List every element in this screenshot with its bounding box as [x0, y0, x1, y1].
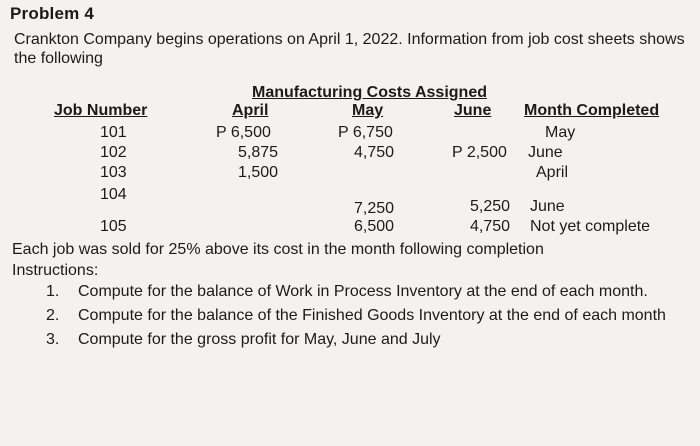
instruction-number: 3.: [46, 331, 60, 348]
may-cost-cell: P 6,750: [338, 124, 393, 141]
may-cost-cell: 7,250: [354, 200, 395, 217]
may-cost-cell: 6,500: [354, 218, 395, 235]
instruction-item: [0, 306, 700, 325]
instruction-text: Compute for the gross profit for May, June and July: [78, 331, 441, 348]
instruction-number: 1.: [46, 283, 60, 300]
instruction-number: 2.: [46, 307, 60, 324]
problem-title: Problem 4: [10, 4, 94, 23]
april-cost-cell: P 6,500: [216, 124, 271, 141]
job-number-cell: 101: [100, 124, 127, 141]
month-completed-cell: May: [545, 124, 576, 141]
column-header-month-completed: Month Completed: [524, 102, 660, 119]
column-header-job-number: Job Number: [54, 102, 148, 119]
instruction-item: [0, 330, 700, 349]
instruction-text: Compute for the balance of Work in Process Inventory at the end of each month.: [78, 283, 648, 300]
column-header-may: May: [352, 102, 384, 119]
april-cost-cell: 1,500: [238, 164, 279, 181]
month-completed-cell: Not yet complete: [530, 218, 651, 235]
problem-intro: Crankton Company begins operations on April 1, 2022. Information from job cost sheets shows the following: [14, 31, 685, 67]
june-cost-cell: P 2,500: [452, 144, 507, 161]
june-cost-cell: 4,750: [470, 218, 511, 235]
instructions-list: [0, 282, 700, 354]
sales-note: Each job was sold for 25% above its cost in the month following completion: [12, 241, 544, 258]
column-header-june: June: [454, 102, 492, 119]
instruction-item: [0, 282, 700, 301]
job-number-cell: 103: [100, 164, 127, 181]
instruction-text: Compute for the balance of the Finished Goods Inventory at the end of each month: [78, 307, 666, 324]
manufacturing-costs-header: Manufacturing Costs Assigned: [252, 84, 487, 101]
job-number-cell: 104: [100, 186, 127, 203]
month-completed-cell: April: [536, 164, 569, 181]
month-completed-cell: June: [530, 198, 565, 215]
month-completed-cell: June: [528, 144, 563, 161]
june-cost-cell: 5,250: [470, 198, 511, 215]
may-cost-cell: 4,750: [354, 144, 395, 161]
job-number-cell: 102: [100, 144, 127, 161]
april-cost-cell: 5,875: [238, 144, 279, 161]
instructions-title: Instructions:: [12, 262, 99, 279]
column-header-april: April: [232, 102, 269, 119]
job-number-cell: 105: [100, 218, 127, 235]
